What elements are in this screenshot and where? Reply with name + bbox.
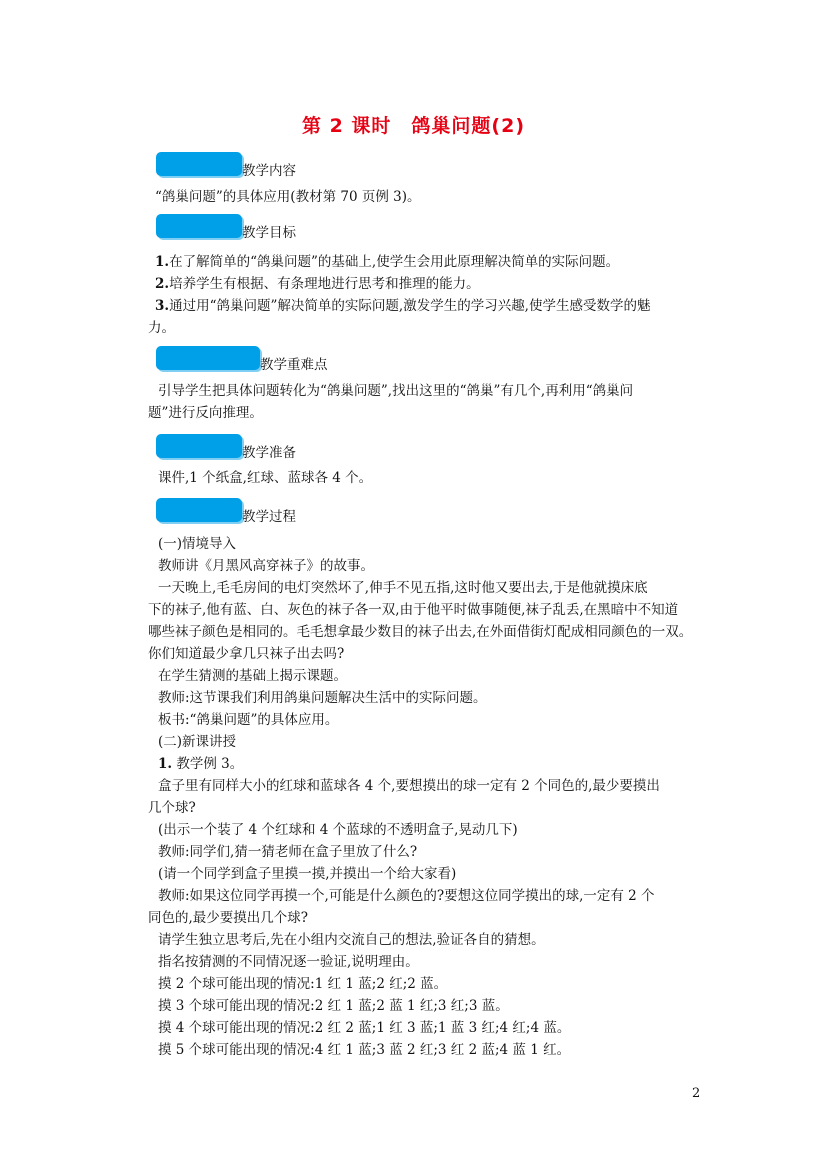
process-line: (二)新课讲授 (158, 734, 237, 750)
process-line: 几个球? (148, 800, 196, 816)
goal-item: 2.培养学生有根据、有条理地进行思考和推理的能力。 (155, 276, 480, 292)
process-line: 摸 3 个球可能出现的情况:2 红 1 蓝;2 蓝 1 红;3 红;3 蓝。 (158, 998, 509, 1014)
process-line: (出示一个装了 4 个红球和 4 个蓝球的不透明盒子,晃动几下) (158, 822, 518, 838)
section-label: 教学内容 (242, 163, 296, 179)
process-line: 下的袜子,他有蓝、白、灰色的袜子各一双,由于他平时做事随便,袜子乱丢,在黑暗中不知道 (148, 602, 679, 618)
process-line: (一)情境导入 (158, 536, 237, 552)
goal-item-cont: 力。 (148, 320, 175, 336)
section-label: 教学重难点 (260, 357, 328, 373)
process-line: 摸 2 个球可能出现的情况:1 红 1 蓝;2 红;2 蓝。 (158, 976, 448, 992)
prep-text: 课件,1 个纸盒,红球、蓝球各 4 个。 (158, 470, 373, 486)
process-line: 1. 教学例 3。 (158, 756, 244, 772)
section-badge (156, 152, 242, 176)
section-badge (156, 214, 242, 238)
process-line: 你们知道最少拿几只袜子出去吗? (148, 646, 345, 662)
process-line: 摸 5 个球可能出现的情况:4 红 1 蓝;3 蓝 2 红;3 红 2 蓝;4 蓝 1 红。 (158, 1042, 571, 1058)
process-line: 哪些袜子颜色是相同的。毛毛想拿最少数目的袜子出去,在外面借街灯配成相同颜色的一双。 (148, 624, 693, 640)
process-line: 在学生猜测的基础上揭示课题。 (158, 668, 347, 684)
page-title: 第 2 课时 鸽巢问题(2) (301, 115, 526, 137)
process-line: 摸 4 个球可能出现的情况:2 红 2 蓝;1 红 3 蓝;1 蓝 3 红;4 红;4 蓝。 (158, 1020, 571, 1036)
section-badge (156, 346, 260, 370)
section-badge (156, 498, 242, 522)
page-number: 2 (692, 1086, 701, 1101)
key-line: 引导学生把具体问题转化为“鸽巢问题”,找出这里的“鸽巢”有几个,再利用“鸽巢问 (158, 383, 634, 399)
section-label: 教学过程 (242, 509, 296, 525)
section-label: 教学准备 (242, 445, 296, 461)
process-line: 教师:这节课我们利用鸽巢问题解决生活中的实际问题。 (158, 690, 487, 706)
process-line: 教师:如果这位同学再摸一个,可能是什么颜色的?要想这位同学摸出的球,一定有 2 个 (158, 888, 655, 904)
process-line: 请学生独立思考后,先在小组内交流自己的想法,验证各自的猜想。 (158, 932, 545, 948)
section-label: 教学目标 (242, 225, 296, 241)
content-text: “鸽巢问题”的具体应用(教材第 70 页例 3)。 (155, 189, 421, 205)
goal-item: 1.在了解简单的“鸽巢问题”的基础上,使学生会用此原理解决简单的实际问题。 (155, 254, 620, 270)
goal-item: 3.通过用“鸽巢问题”解决简单的实际问题,激发学生的学习兴趣,使学生感受数学的魅 (155, 298, 651, 314)
process-line: 板书:“鸽巢问题”的具体应用。 (158, 712, 339, 728)
process-line: 教师讲《月黑风高穿袜子》的故事。 (158, 558, 374, 574)
process-line: 一天晚上,毛毛房间的电灯突然坏了,伸手不见五指,这时他又要出去,于是他就摸床底 (158, 580, 648, 596)
section-badge (156, 434, 242, 458)
process-line: 教师:同学们,猜一猜老师在盒子里放了什么? (158, 844, 418, 860)
process-line: 同色的,最少要摸出几个球? (148, 910, 309, 926)
key-line: 题”进行反向推理。 (148, 405, 263, 421)
process-line: 盒子里有同样大小的红球和蓝球各 4 个,要想摸出的球一定有 2 个同色的,最少要摸出 (158, 778, 660, 794)
process-line: (请一个同学到盒子里摸一摸,并摸出一个给大家看) (158, 866, 457, 882)
process-line: 指名按猜测的不同情况逐一验证,说明理由。 (158, 954, 419, 970)
